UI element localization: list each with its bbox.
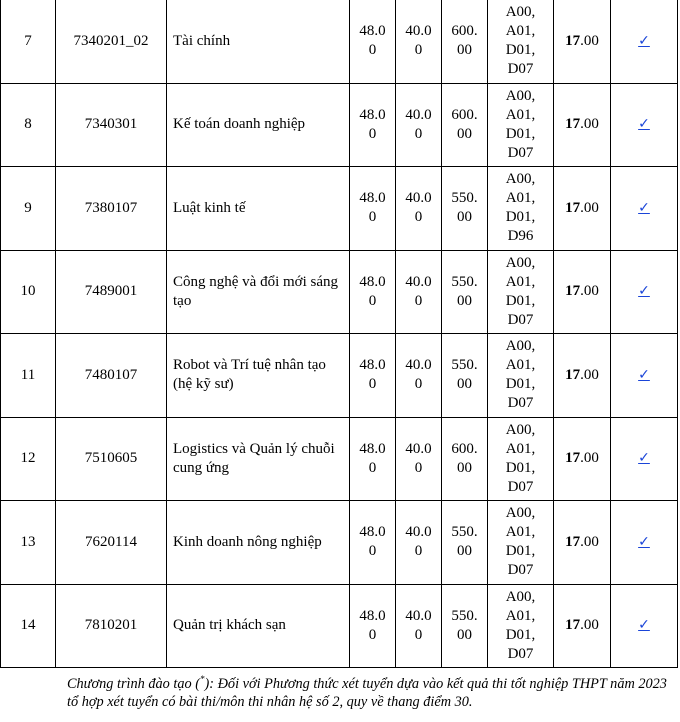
row-number: 14 xyxy=(1,584,56,668)
footnote-asterisk: * xyxy=(200,674,205,684)
combo-line: D01, xyxy=(505,209,536,226)
value-col-3 xyxy=(442,83,488,167)
c1-line: 48.0 xyxy=(359,23,386,40)
value-col-3 xyxy=(442,334,488,418)
check-link[interactable]: ✓ xyxy=(638,533,650,550)
c1-line: 0 xyxy=(368,626,377,643)
major-code: 7510605 xyxy=(56,417,167,501)
check-cell xyxy=(611,417,678,501)
subject-combinations xyxy=(488,417,554,501)
c2-line: 0 xyxy=(414,42,423,59)
combo-line: D01, xyxy=(505,626,536,643)
c3-line: 00 xyxy=(457,42,472,59)
check-cell xyxy=(611,334,678,418)
c1-line: 0 xyxy=(368,42,377,59)
value-col-3 xyxy=(442,417,488,501)
c1-line: 48.0 xyxy=(359,273,386,290)
major-code: 7340301 xyxy=(56,83,167,167)
row-number: 8 xyxy=(1,83,56,167)
value-col-3 xyxy=(442,584,488,668)
c2-line: 0 xyxy=(414,209,423,226)
value-col-3 xyxy=(442,0,488,83)
value-col-3 xyxy=(442,501,488,585)
cutoff-score-dec: .00 xyxy=(580,366,599,383)
major-code: 7380107 xyxy=(56,167,167,251)
check-cell xyxy=(611,250,678,334)
c3-line: 00 xyxy=(457,376,472,393)
check-cell xyxy=(611,167,678,251)
value-col-3 xyxy=(442,167,488,251)
c3-line: 00 xyxy=(457,209,472,226)
cutoff-score-int: 17 xyxy=(565,283,581,300)
row-number: 13 xyxy=(1,501,56,585)
subject-combinations xyxy=(488,584,554,668)
combo-line: D96 xyxy=(507,228,534,245)
footnote xyxy=(67,670,679,712)
value-col-1 xyxy=(350,501,396,585)
value-col-1 xyxy=(350,334,396,418)
combo-line: A01, xyxy=(505,23,536,40)
cutoff-score-dec: .00 xyxy=(580,533,599,550)
c2-line: 0 xyxy=(414,543,423,560)
combo-line: D01, xyxy=(505,376,536,393)
major-name: Tài chính xyxy=(167,0,350,83)
cutoff-score-dec: .00 xyxy=(580,450,599,467)
value-col-1 xyxy=(350,417,396,501)
value-col-2 xyxy=(396,167,442,251)
value-col-2 xyxy=(396,0,442,83)
table-row xyxy=(1,584,678,668)
combo-line: A01, xyxy=(505,440,536,457)
combo-line: A00, xyxy=(505,505,536,522)
c3-line: 600. xyxy=(451,23,478,40)
c3-line: 600. xyxy=(451,440,478,457)
check-cell xyxy=(611,584,678,668)
c3-line: 00 xyxy=(457,626,472,643)
c1-line: 0 xyxy=(368,459,377,476)
cutoff-score xyxy=(554,167,611,251)
combo-line: D01, xyxy=(505,42,536,59)
check-link[interactable]: ✓ xyxy=(638,32,650,49)
major-name: Kinh doanh nông nghiệp xyxy=(167,501,350,585)
c3-line: 550. xyxy=(451,607,478,624)
row-number: 10 xyxy=(1,250,56,334)
combo-line: A00, xyxy=(505,338,536,355)
combo-line: A00, xyxy=(505,4,536,21)
c2-line: 40.0 xyxy=(405,23,432,40)
c2-line: 0 xyxy=(414,376,423,393)
footnote-text-start: Chương trình đào tạo ( xyxy=(67,675,200,692)
major-code: 7340201_02 xyxy=(56,0,167,83)
combo-line: A01, xyxy=(505,524,536,541)
subject-combinations xyxy=(488,83,554,167)
cutoff-score-int: 17 xyxy=(565,32,581,49)
subject-combinations xyxy=(488,250,554,334)
check-link[interactable]: ✓ xyxy=(638,617,650,634)
combo-line: D07 xyxy=(507,395,534,412)
c1-line: 48.0 xyxy=(359,106,386,123)
value-col-1 xyxy=(350,250,396,334)
c3-line: 550. xyxy=(451,273,478,290)
cutoff-score-dec: .00 xyxy=(580,617,599,634)
c2-line: 40.0 xyxy=(405,106,432,123)
c1-line: 0 xyxy=(368,209,377,226)
cutoff-score xyxy=(554,334,611,418)
value-col-1 xyxy=(350,584,396,668)
value-col-1 xyxy=(350,83,396,167)
cutoff-score xyxy=(554,83,611,167)
c1-line: 0 xyxy=(368,543,377,560)
major-name: Quản trị khách sạn xyxy=(167,584,350,668)
c1-line: 0 xyxy=(368,376,377,393)
combo-line: A01, xyxy=(505,357,536,374)
combo-line: A00, xyxy=(505,421,536,438)
major-code: 7620114 xyxy=(56,501,167,585)
combo-line: D07 xyxy=(507,478,534,495)
value-col-2 xyxy=(396,334,442,418)
cutoff-score-dec: .00 xyxy=(580,116,599,133)
value-col-2 xyxy=(396,83,442,167)
c2-line: 40.0 xyxy=(405,273,432,290)
cutoff-score-int: 17 xyxy=(565,366,581,383)
cutoff-score xyxy=(554,417,611,501)
value-col-2 xyxy=(396,250,442,334)
major-name: Luật kinh tế xyxy=(167,167,350,251)
value-col-2 xyxy=(396,501,442,585)
c2-line: 0 xyxy=(414,292,423,309)
cutoff-score-int: 17 xyxy=(565,617,581,634)
combo-line: A00, xyxy=(505,588,536,605)
combo-line: A01, xyxy=(505,106,536,123)
cutoff-score-dec: .00 xyxy=(580,32,599,49)
combo-line: D01, xyxy=(505,459,536,476)
check-link[interactable]: ✓ xyxy=(638,116,650,133)
check-link[interactable]: ✓ xyxy=(638,450,650,467)
subject-combinations xyxy=(488,0,554,83)
value-col-2 xyxy=(396,417,442,501)
combo-line: D01, xyxy=(505,543,536,560)
c2-line: 40.0 xyxy=(405,357,432,374)
major-code: 7810201 xyxy=(56,584,167,668)
cutoff-score xyxy=(554,0,611,83)
combo-line: D07 xyxy=(507,311,534,328)
row-number: 11 xyxy=(1,334,56,418)
cutoff-score xyxy=(554,584,611,668)
table-row xyxy=(1,250,678,334)
combo-line: A01, xyxy=(505,190,536,207)
combo-line: A00, xyxy=(505,254,536,271)
table-row xyxy=(1,167,678,251)
c1-line: 48.0 xyxy=(359,190,386,207)
cutoff-score-int: 17 xyxy=(565,450,581,467)
major-name: Kế toán doanh nghiệp xyxy=(167,83,350,167)
c1-line: 0 xyxy=(368,125,377,142)
major-name: Robot và Trí tuệ nhân tạo (hệ kỹ sư) xyxy=(167,334,350,418)
combo-line: D07 xyxy=(507,562,534,579)
c2-line: 40.0 xyxy=(405,190,432,207)
c1-line: 48.0 xyxy=(359,524,386,541)
check-link[interactable]: ✓ xyxy=(638,199,650,216)
major-name: Công nghệ và đổi mới sáng tạo xyxy=(167,250,350,334)
major-code: 7480107 xyxy=(56,334,167,418)
cutoff-score-int: 17 xyxy=(565,533,581,550)
table-row xyxy=(1,501,678,585)
footnote-text-end: ): Đối với Phương thức xét tuyển dựa vào kết quả thi tốt nghiệp THPT năm 2023 tổ hợp xét tuyển có bài thi/môn thi nhân hệ số 2, quy về thang điểm 30. xyxy=(67,675,667,711)
check-cell xyxy=(611,83,678,167)
table-row xyxy=(1,0,678,83)
major-code: 7489001 xyxy=(56,250,167,334)
c2-line: 40.0 xyxy=(405,440,432,457)
c3-line: 550. xyxy=(451,357,478,374)
cutoff-score xyxy=(554,250,611,334)
value-col-3 xyxy=(442,250,488,334)
check-link[interactable]: ✓ xyxy=(638,283,650,300)
check-cell xyxy=(611,501,678,585)
combo-line: A00, xyxy=(505,87,536,104)
combo-line: A01, xyxy=(505,273,536,290)
c2-line: 0 xyxy=(414,125,423,142)
combo-line: D07 xyxy=(507,61,534,78)
c3-line: 600. xyxy=(451,106,478,123)
c3-line: 00 xyxy=(457,459,472,476)
c1-line: 48.0 xyxy=(359,607,386,624)
cutoff-score-int: 17 xyxy=(565,199,581,216)
combo-line: A01, xyxy=(505,607,536,624)
c3-line: 00 xyxy=(457,292,472,309)
c2-line: 0 xyxy=(414,459,423,476)
row-number: 9 xyxy=(1,167,56,251)
c3-line: 00 xyxy=(457,543,472,560)
major-name: Logistics và Quản lý chuỗi cung ứng xyxy=(167,417,350,501)
table-row xyxy=(1,334,678,418)
value-col-1 xyxy=(350,0,396,83)
subject-combinations xyxy=(488,167,554,251)
combo-line: D01, xyxy=(505,125,536,142)
cutoff-score-dec: .00 xyxy=(580,199,599,216)
row-number: 12 xyxy=(1,417,56,501)
value-col-2 xyxy=(396,584,442,668)
cutoff-score-int: 17 xyxy=(565,116,581,133)
combo-line: D01, xyxy=(505,292,536,309)
check-link[interactable]: ✓ xyxy=(638,366,650,383)
cutoff-score xyxy=(554,501,611,585)
c3-line: 550. xyxy=(451,190,478,207)
combo-line: D07 xyxy=(507,144,534,161)
value-col-1 xyxy=(350,167,396,251)
c2-line: 40.0 xyxy=(405,607,432,624)
table-row xyxy=(1,83,678,167)
row-number: 7 xyxy=(1,0,56,83)
c3-line: 00 xyxy=(457,125,472,142)
c1-line: 48.0 xyxy=(359,440,386,457)
combo-line: D07 xyxy=(507,645,534,662)
c1-line: 0 xyxy=(368,292,377,309)
check-cell xyxy=(611,0,678,83)
cutoff-score-dec: .00 xyxy=(580,283,599,300)
table-row xyxy=(1,417,678,501)
c2-line: 0 xyxy=(414,626,423,643)
c3-line: 550. xyxy=(451,524,478,541)
combo-line: A00, xyxy=(505,171,536,188)
c2-line: 40.0 xyxy=(405,524,432,541)
subject-combinations xyxy=(488,334,554,418)
c1-line: 48.0 xyxy=(359,357,386,374)
subject-combinations xyxy=(488,501,554,585)
